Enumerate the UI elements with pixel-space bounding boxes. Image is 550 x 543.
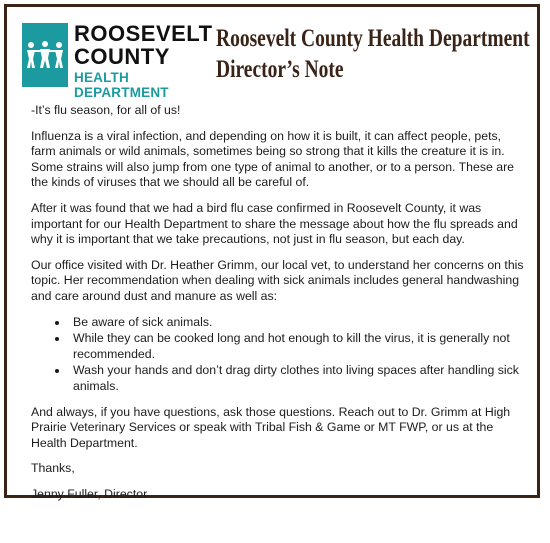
list-item: • Be aware of sick animals. [69,315,525,331]
paragraph-questions: And always, if you have questions, ask those questions. Reach out to Dr. Grimm at High Prairie Veterinary Services or speak with Tribal Fish & Game or MT FWP, or us at the Health Department. [31,404,511,450]
paragraph-bird-flu: After it was found that we had a bird flu case confirmed in Roosevelt County, it was important for our Health Department to share the message about how the flu spreads and why it is important that we take precautions, not just in flu season, but each day. [31,200,518,247]
logo-text-roosevelt: ROOSEVELT [74,21,213,46]
logo-text-county: COUNTY [74,44,170,69]
directors-note-card [4,4,540,501]
paragraph-thanks: Thanks, [31,461,75,476]
paragraph-influenza: Influenza is a viral infection, and depending on how it is built, it can affect people, pets, farm animals or wild animals, sometimes being so strong that it kills the creature it is in. Some strains will also jump from one type of animal to another, or to a person. These are the kinds of viruses that we should all be careful of. [31,128,515,190]
page-title [216,23,530,85]
paragraph-intro: -It’s flu season, for all of us! [31,103,181,117]
recommendation-list [31,315,525,395]
title-line-1: Roosevelt County Health Department [216,25,530,52]
signature-line: Jenny Fuller, Director [31,486,148,501]
note-body [31,103,525,512]
header [18,17,530,100]
health-department-logo [18,17,213,100]
title-line-2: Director’s Note [216,56,344,83]
people-icon [22,23,68,87]
logo-text-health-department: HEALTH DEPARTMENT [74,70,169,100]
list-item: • Wash your hands and don’t drag dirty clothes into living spaces after handling sick animals. [69,363,525,394]
list-item: • While they can be cooked long and hot enough to kill the virus, it is generally not recommended. [69,331,525,362]
paragraph-vet-visit: Our office visited with Dr. Heather Grimm, our local vet, to understand her concerns on this topic. Her recommendation when dealing with sick animals includes general handwashing and care around dust and manure as well as: [31,257,524,303]
